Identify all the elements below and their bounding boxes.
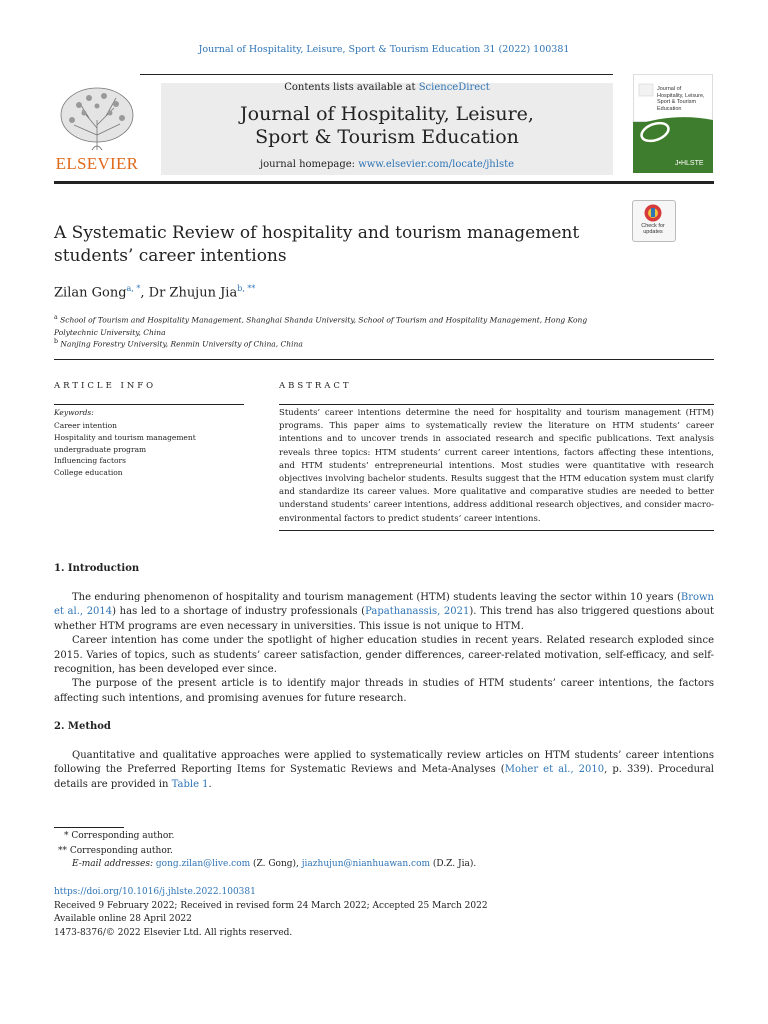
keyword: undergraduate program xyxy=(54,444,147,454)
header-top-rule xyxy=(140,74,613,75)
contents-line xyxy=(161,82,613,93)
homepage-prefix: journal homepage: xyxy=(259,159,359,170)
email-label: E-mail addresses: xyxy=(72,859,156,869)
received-dates: Received 9 February 2022; Received in revised form 24 March 2022; Accepted 25 March 2022 xyxy=(54,901,488,911)
author-2[interactable]: , Dr Zhujun Jia xyxy=(140,285,238,301)
affiliation-b xyxy=(54,336,614,351)
elsevier-logo-text[interactable]: ELSEVIER xyxy=(55,154,139,173)
keywords-label: Keywords: xyxy=(54,408,94,417)
introduction-body xyxy=(54,591,714,706)
author-1-affil-marker[interactable]: a, * xyxy=(126,284,141,293)
article-info-heading: ARTICLE INFO xyxy=(54,381,157,391)
footnote-corresponding-2: ** Corresponding author. xyxy=(58,846,173,856)
contents-prefix: Contents lists available at xyxy=(284,82,419,93)
footnote-rule xyxy=(54,827,124,828)
email-owner-2: (D.Z. Jia). xyxy=(430,859,477,869)
affiliation-rule xyxy=(54,359,714,360)
intro-p1-text-c: ). This trend has also triggered questions about whether HTM programs are even necessary in universities. This issue is not unique to HTM. xyxy=(54,606,715,632)
author-1[interactable]: Zilan Gong xyxy=(54,285,127,301)
method-body xyxy=(54,749,714,792)
journal-title-line2: Sport & Tourism Education xyxy=(255,126,519,148)
intro-p1-text-a: The enduring phenomenon of hospitality and tourism management (HTM) students leaving the sector within 10 years ( xyxy=(72,592,681,603)
affiliation-b-text: Nanjing Forestry University, Renmin University of China, China xyxy=(60,339,303,349)
copyright: 1473-8376/© 2022 Elsevier Ltd. All rights reserved. xyxy=(54,928,293,938)
keyword: Career intention xyxy=(54,421,117,430)
email-owner-1: (Z. Gong), xyxy=(250,859,302,869)
footnote-corresponding-1: * Corresponding author. xyxy=(64,831,175,841)
introduction-heading: 1. Introduction xyxy=(54,563,140,574)
intro-p1-text-b: ) has led to a shortage of industry professionals ( xyxy=(112,606,366,618)
doi-link[interactable]: https://doi.org/10.1016/j.jhlste.2022.100381 xyxy=(54,887,256,897)
article-info-rule xyxy=(54,404,244,405)
abstract-heading: ABSTRACT xyxy=(279,381,352,391)
journal-title xyxy=(161,103,613,149)
citation-link[interactable]: Brown et al., 2014 xyxy=(54,592,714,618)
journal-title-line1: Journal of Hospitality, Leisure, xyxy=(240,103,534,125)
homepage-link[interactable]: www.elsevier.com/locate/jhlste xyxy=(358,159,515,170)
method-p1-text-a: Quantitative and qualitative approaches were applied to systematically review articles on HTM students’ career intentions following the Preferred Reporting Items for Systematic Reviews and Meta-Analyses ( xyxy=(54,750,714,776)
abstract-text: Students’ career intentions determine the need for hospitality and tourism management (HTM) programs. This paper aims to systematically review the literature on HTM students’ career intentions and to uncover trends in associated research and specific publications. Text analysis reveals three topics: HTM students’ current career intentions, factors affecting these intentions, and HTM students’ entrepreneurial intentions. Most studies were quantitative with research objectives involving bachelor students. Results suggest that the HTM education system must clarify and standardize its career values. More qualitative and comparative studies are needed to better understand students’ career intentions, address additional research objectives, and consider macro-environmental factors to predict students’ career intentions. xyxy=(279,408,714,524)
keyword: Hospitality and tourism management xyxy=(54,432,196,442)
sciencedirect-link[interactable]: ScienceDirect xyxy=(418,82,490,93)
available-online: Available online 28 April 2022 xyxy=(54,914,192,924)
article-title-line2: students’ career intentions xyxy=(54,245,287,266)
method-p1-text-b: , p. 339). Procedural details are provided in xyxy=(54,764,715,790)
footnote-emails xyxy=(72,859,476,869)
article-title xyxy=(54,222,614,267)
abstract-rule xyxy=(279,404,714,405)
intro-paragraph-2: Career intention has come under the spotlight of higher education studies in recent years. Related research exploded since 2015. Varies of topics, such as students’ career satisfaction, gender differences, career-related motivation, self-efficacy, and self-recognition, has been developed ever since. xyxy=(54,635,714,676)
author-2-affil-marker[interactable]: b, ** xyxy=(237,284,256,293)
keyword: College education xyxy=(54,468,123,478)
method-heading: 2. Method xyxy=(54,721,111,732)
article-title-line1: A Systematic Review of hospitality and tourism management xyxy=(54,223,580,243)
check-for-updates-label: Check for updates xyxy=(641,223,665,235)
affiliation-a-marker: a xyxy=(54,314,58,321)
check-updates-badge-icon xyxy=(643,203,663,223)
header-bottom-rule xyxy=(54,181,714,184)
intro-paragraph-1 xyxy=(54,591,714,634)
abstract-bottom-rule xyxy=(279,530,714,531)
affiliation-a xyxy=(54,312,614,339)
running-head[interactable]: Journal of Hospitality, Leisure, Sport & Tourism Education 31 (2022) 100381 xyxy=(198,44,570,55)
journal-homepage xyxy=(161,159,613,170)
citation-link[interactable]: Papathanassis, 2021 xyxy=(365,606,470,618)
citation-link[interactable]: Moher et al., 2010 xyxy=(504,764,605,776)
method-paragraph-1 xyxy=(54,749,714,792)
cover-abbreviation: J•HLSTE xyxy=(675,160,704,167)
author-list xyxy=(54,284,255,300)
intro-paragraph-3: The purpose of the present article is to identify major threads in studies of HTM students’ career intentions, the factors affecting such intentions, and promising avenues for future research. xyxy=(54,678,714,704)
affiliation-b-marker: b xyxy=(54,338,59,345)
keywords-list xyxy=(54,420,196,479)
table-link[interactable]: Table 1 xyxy=(171,778,209,790)
method-p1-text-c: . xyxy=(208,778,212,790)
cover-journal-name: Journal of Hospitality, Leisure, Sport & Tourism Education xyxy=(657,86,705,112)
email-link-2[interactable]: jiazhujun@nianhuawan.com xyxy=(301,859,431,869)
email-link-1[interactable]: gong.zilan@live.com xyxy=(155,859,251,869)
affiliation-a-text: School of Tourism and Hospitality Management, Shanghai Shanda University, School of Tourism and Hospitality Management, Hong Kong Polytechnic University, China xyxy=(54,315,588,337)
keyword: Influencing factors xyxy=(54,456,126,466)
